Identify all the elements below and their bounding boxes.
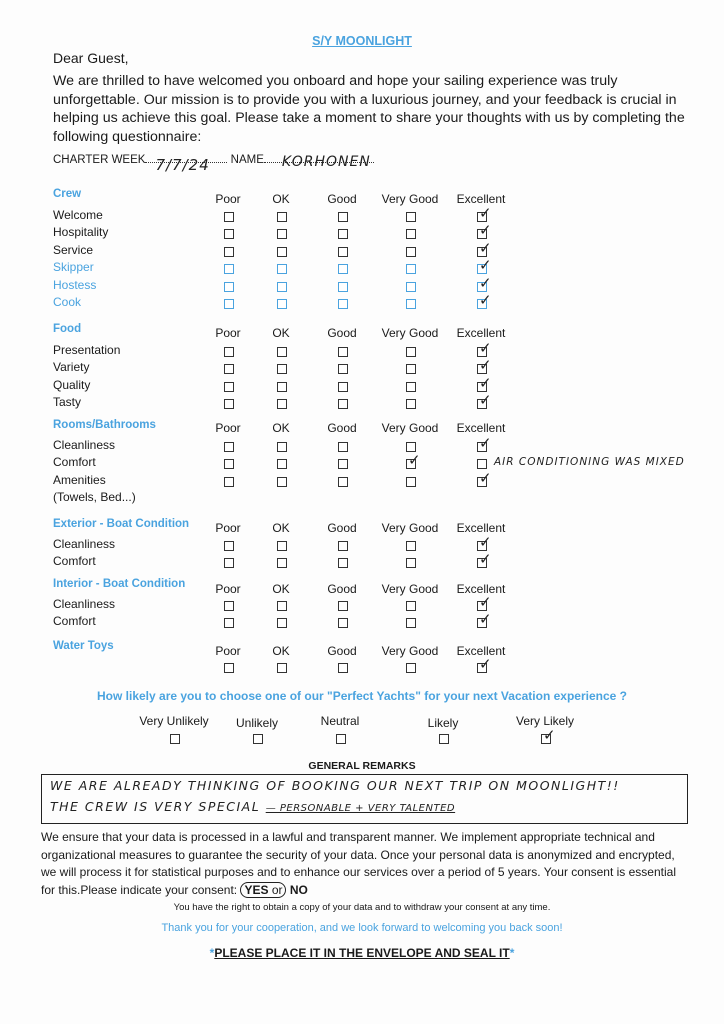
name-field[interactable]	[264, 154, 374, 170]
rating-checkbox[interactable]	[224, 212, 234, 222]
column-header-excellent: Excellent	[456, 192, 506, 206]
row-label-food-0: Presentation	[53, 343, 121, 357]
consent-text: We ensure that your data is processed in a lawful and transparent manner. We implement appropriate technical and organizational measures to guarantee the security of your data. Once your personal data is anonymized and encrypted, we will process it for statistical purposes and to enhance our services over a period of 5 years. Your consent is essential for this.Please indicate your consent:	[41, 830, 676, 897]
rating-checkbox[interactable]	[406, 347, 416, 357]
check-mark-icon: ✓	[479, 257, 492, 275]
rating-checkbox[interactable]	[277, 229, 287, 239]
row-label-rooms-0: Cleanliness	[53, 438, 116, 452]
rating-checkbox[interactable]	[406, 399, 416, 409]
rating-checkbox[interactable]	[224, 601, 234, 611]
row-label-crew-3: Skipper	[53, 260, 94, 275]
row-label-rooms-2: Amenities	[53, 472, 106, 487]
column-header-ok: OK	[272, 644, 290, 658]
remarks-line-2-a: THE CREW IS VERY SPECIAL	[50, 799, 261, 814]
row-label-crew-2: Service	[53, 242, 94, 257]
likelihood-label-2: Neutral	[320, 714, 360, 728]
rating-checkbox[interactable]	[477, 459, 487, 469]
section-title-exterior: Exterior - Boat Condition	[53, 518, 190, 530]
likelihood-label-3: Likely	[427, 716, 459, 730]
intro-paragraph: We are thrilled to have welcomed you onboard and hope your sailing experience was truly unforgettable. Our mission is to provide you with a luxurious journey, and your feedback is crucial in helping us achieve this goal. Please take a moment to share your thoughts with us by completing the following questionnaire:	[53, 73, 685, 145]
check-mark-icon: ✓	[479, 274, 492, 292]
check-mark-icon: ✓	[479, 292, 492, 309]
rating-checkbox[interactable]	[224, 382, 234, 392]
rating-checkbox[interactable]	[224, 459, 234, 469]
column-header-excellent: Excellent	[456, 582, 506, 596]
rating-checkbox[interactable]	[277, 299, 287, 309]
check-mark-icon: ✓	[479, 222, 492, 240]
rating-checkbox[interactable]	[277, 541, 287, 551]
rating-checkbox[interactable]	[406, 382, 416, 392]
column-header-excellent: Excellent	[456, 326, 506, 340]
name-value: KORHONEN	[281, 154, 371, 170]
rating-checkbox[interactable]	[277, 264, 287, 274]
row-label-crew-1: Hospitality	[53, 225, 109, 240]
rating-checkbox[interactable]	[224, 541, 234, 551]
row-label-food-2: Quality	[53, 377, 91, 392]
rating-checkbox[interactable]	[277, 212, 287, 222]
column-header-very-good: Very Good	[381, 192, 439, 206]
rating-checkbox[interactable]	[277, 364, 287, 374]
section-title-food: Food	[53, 323, 82, 335]
likelihood-label-4: Very Likely	[515, 714, 575, 728]
row-label-rooms-3: (Towels, Bed...)	[53, 490, 136, 505]
rating-checkbox[interactable]	[224, 618, 234, 628]
check-mark-icon: ✓	[479, 435, 492, 452]
rating-checkbox[interactable]	[406, 264, 416, 274]
rating-checkbox[interactable]	[338, 601, 348, 611]
check-mark-icon: ✓	[479, 469, 492, 487]
rating-checkbox[interactable]	[338, 299, 348, 309]
consent-paragraph	[41, 829, 691, 899]
row-label-food-3: Tasty	[53, 395, 82, 410]
row-label-interior-0: Cleanliness	[53, 597, 116, 611]
rating-checkbox[interactable]	[277, 247, 287, 257]
rating-checkbox[interactable]	[338, 347, 348, 357]
rating-checkbox[interactable]	[406, 601, 416, 611]
rating-checkbox[interactable]	[406, 247, 416, 257]
column-header-good: Good	[327, 521, 357, 535]
section-title-interior: Interior - Boat Condition	[53, 578, 186, 590]
rating-checkbox[interactable]	[406, 618, 416, 628]
rating-checkbox[interactable]	[224, 364, 234, 374]
rating-checkbox[interactable]	[338, 382, 348, 392]
thanks-message: Thank you for your cooperation, and we look forward to welcoming you back soon!	[161, 922, 563, 934]
check-mark-icon: ✓	[479, 357, 492, 375]
check-mark-icon: ✓	[479, 239, 492, 257]
rating-checkbox[interactable]	[224, 347, 234, 357]
rating-checkbox[interactable]	[224, 282, 234, 292]
column-header-good: Good	[327, 421, 357, 435]
check-mark-icon: ✓	[408, 452, 421, 470]
rating-checkbox[interactable]	[277, 382, 287, 392]
likelihood-question: How likely are you to choose one of our "Perfect Yachts" for your next Vacation experience ?	[97, 689, 627, 703]
consent-no-option[interactable]: NO	[289, 882, 308, 897]
seal-text: PLEASE PLACE IT IN THE ENVELOPE AND SEAL IT	[214, 946, 510, 960]
row-label-food-1: Variety	[53, 360, 90, 375]
rating-checkbox[interactable]	[277, 558, 287, 568]
rating-checkbox[interactable]	[338, 618, 348, 628]
general-remarks-box[interactable]	[41, 774, 688, 824]
rating-checkbox[interactable]	[406, 663, 416, 673]
page-title: S/Y MOONLIGHT	[312, 34, 412, 48]
rating-checkbox[interactable]	[338, 663, 348, 673]
rating-checkbox[interactable]	[406, 442, 416, 452]
general-remarks-title: GENERAL REMARKS	[308, 760, 416, 772]
consent-yes-label: YES	[244, 882, 269, 897]
check-mark-icon: ✓	[479, 534, 492, 551]
rating-checkbox[interactable]	[224, 442, 234, 452]
rating-checkbox[interactable]	[224, 299, 234, 309]
column-header-good: Good	[327, 644, 357, 658]
rating-checkbox[interactable]	[338, 477, 348, 487]
check-mark-icon: ✓	[479, 551, 492, 569]
column-header-poor: Poor	[215, 192, 241, 206]
rating-checkbox[interactable]	[338, 541, 348, 551]
likelihood-label-1: Unlikely	[235, 716, 278, 730]
likelihood-label-0: Very Unlikely	[139, 714, 209, 728]
greeting: Dear Guest,	[53, 50, 129, 66]
rating-checkbox[interactable]	[338, 282, 348, 292]
column-header-very-good: Very Good	[381, 644, 439, 658]
remarks-line-2	[50, 799, 455, 814]
column-header-ok: OK	[272, 421, 290, 435]
rating-checkbox[interactable]	[406, 299, 416, 309]
row-label-exterior-0: Cleanliness	[53, 537, 116, 551]
rating-checkbox[interactable]	[277, 442, 287, 452]
rating-checkbox[interactable]	[277, 663, 287, 673]
rating-checkbox[interactable]	[277, 477, 287, 487]
row-label-rooms-1: Comfort	[53, 455, 96, 470]
section-title-water_toys: Water Toys	[53, 640, 114, 652]
rating-checkbox[interactable]	[277, 459, 287, 469]
rating-checkbox[interactable]	[406, 282, 416, 292]
rating-checkbox[interactable]	[277, 601, 287, 611]
column-header-poor: Poor	[215, 644, 241, 658]
likelihood-checkbox[interactable]	[170, 734, 180, 744]
rating-checkbox[interactable]	[406, 477, 416, 487]
column-header-good: Good	[327, 326, 357, 340]
column-header-poor: Poor	[215, 521, 241, 535]
row-label-crew-4: Hostess	[53, 277, 97, 292]
column-header-poor: Poor	[215, 582, 241, 596]
column-header-excellent: Excellent	[456, 521, 506, 535]
column-header-poor: Poor	[215, 326, 241, 340]
rating-checkbox[interactable]	[406, 541, 416, 551]
check-mark-icon: ✓	[479, 340, 492, 357]
column-header-ok: OK	[272, 521, 290, 535]
section-title-rooms: Rooms/Bathrooms	[53, 419, 156, 431]
rating-checkbox[interactable]	[224, 229, 234, 239]
rating-checkbox[interactable]	[277, 618, 287, 628]
rating-checkbox[interactable]	[406, 364, 416, 374]
remarks-line-2-b: — PERSONABLE + VERY TALENTED	[265, 803, 456, 814]
rating-checkbox[interactable]	[338, 558, 348, 568]
consent-or-label: or	[271, 882, 283, 897]
check-mark-icon: ✓	[543, 727, 556, 744]
column-header-excellent: Excellent	[456, 644, 506, 658]
rating-checkbox[interactable]	[406, 212, 416, 222]
rating-checkbox[interactable]	[224, 477, 234, 487]
likelihood-checkbox[interactable]	[336, 734, 346, 744]
likelihood-checkbox[interactable]	[439, 734, 449, 744]
seal-star-left: *	[209, 946, 215, 960]
rating-checkbox[interactable]	[338, 229, 348, 239]
rating-checkbox[interactable]	[277, 282, 287, 292]
column-header-very-good: Very Good	[381, 582, 439, 596]
likelihood-checkbox[interactable]	[253, 734, 263, 744]
rating-checkbox[interactable]	[338, 212, 348, 222]
column-header-very-good: Very Good	[381, 326, 439, 340]
rating-checkbox[interactable]	[406, 229, 416, 239]
charter-week-label: CHARTER WEEK	[53, 154, 146, 166]
charter-week-field[interactable]	[145, 156, 227, 174]
check-mark-icon: ✓	[479, 656, 492, 673]
name-label: NAME	[230, 154, 264, 166]
rating-checkbox[interactable]	[224, 663, 234, 673]
charter-fields	[53, 154, 374, 174]
row-label-exterior-1: Comfort	[53, 554, 96, 569]
row-label-crew-5: Cook	[53, 295, 82, 309]
check-mark-icon: ✓	[479, 594, 492, 611]
rating-checkbox[interactable]	[338, 247, 348, 257]
rating-checkbox[interactable]	[277, 399, 287, 409]
rating-checkbox[interactable]	[338, 264, 348, 274]
rating-checkbox[interactable]	[224, 558, 234, 568]
check-mark-icon: ✓	[479, 374, 492, 392]
column-header-excellent: Excellent	[456, 421, 506, 435]
rating-checkbox[interactable]	[338, 399, 348, 409]
column-header-very-good: Very Good	[381, 421, 439, 435]
seal-star-right: *	[509, 946, 515, 960]
rating-checkbox[interactable]	[338, 442, 348, 452]
charter-week-value: 7/7/24	[155, 156, 210, 174]
remarks-line-1: WE ARE ALREADY THINKING OF BOOKING OUR NEXT TRIP ON MOONLIGHT!!	[50, 778, 620, 793]
consent-yes-option[interactable]	[240, 882, 286, 898]
check-mark-icon: ✓	[479, 611, 492, 629]
check-mark-icon: ✓	[479, 392, 492, 410]
column-header-good: Good	[327, 192, 357, 206]
column-header-ok: OK	[272, 582, 290, 596]
check-mark-icon: ✓	[479, 205, 492, 222]
rating-checkbox[interactable]	[277, 347, 287, 357]
rating-checkbox[interactable]	[224, 264, 234, 274]
column-header-poor: Poor	[215, 421, 241, 435]
column-header-ok: OK	[272, 192, 290, 206]
column-header-very-good: Very Good	[381, 521, 439, 535]
rights-notice: You have the right to obtain a copy of your data and to withdraw your consent at any time.	[173, 902, 551, 913]
row-label-interior-1: Comfort	[53, 614, 96, 629]
rating-checkbox[interactable]	[224, 399, 234, 409]
column-header-ok: OK	[272, 326, 290, 340]
rating-checkbox[interactable]	[338, 459, 348, 469]
comfort-note: AIR CONDITIONING WAS MIXED	[494, 456, 685, 469]
rating-checkbox[interactable]	[406, 558, 416, 568]
section-title-crew: Crew	[53, 188, 82, 200]
seal-instruction	[0, 946, 724, 960]
column-header-good: Good	[327, 582, 357, 596]
rating-checkbox[interactable]	[338, 364, 348, 374]
row-label-crew-0: Welcome	[53, 208, 103, 222]
rating-checkbox[interactable]	[224, 247, 234, 257]
